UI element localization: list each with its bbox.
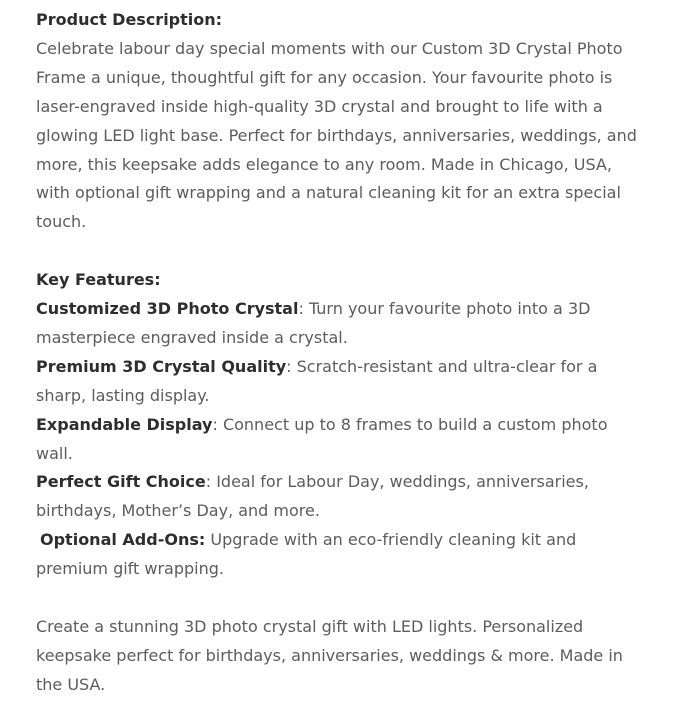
description-heading: Product Description: — [36, 10, 223, 29]
feature-name: Optional Add-Ons: — [40, 530, 206, 550]
features-heading: Key Features: — [36, 270, 161, 290]
feature-name: Expandable Display — [36, 414, 213, 434]
feature-name: Premium 3D Crystal Quality — [36, 356, 287, 376]
feature-text: Upgrade with an eco-friendly cleaning kit and premium gift wrapping. — [36, 530, 577, 579]
feature-name: Customized 3D Photo Crystal — [36, 299, 299, 319]
feature-name: Perfect Gift Choice — [36, 472, 206, 492]
summary-text: Create a stunning 3D photo crystal gift with LED lights. Personalized keepsake perfect for birthdays, anniversaries, weddings & more. Made in the USA. — [36, 617, 623, 694]
feature-item — [36, 295, 646, 353]
description-body: Celebrate labour day special moments with our Custom 3D Crystal Photo Frame a unique, thoughtful gift for any occasion. Your favourite photo is laser-engraved inside high-quality 3D crystal and brought to life with a glowing LED light base. Perfect for birthdays, anniversaries, weddings, and more, this keepsake adds elegance to any room. Made in Chicago, USA, with optional gift wrapping and a natural cleaning kit for an extra special touch. — [36, 38, 637, 232]
feature-text: : Connect up to 8 frames to build a custom photo wall. — [36, 414, 608, 463]
product-details — [36, 6, 646, 700]
feature-item — [36, 353, 646, 411]
feature-item — [36, 526, 646, 584]
feature-text: : Ideal for Labour Day, weddings, anniversaries, birthdays, Mother’s Day, and more. — [36, 472, 589, 521]
spacer — [36, 584, 646, 613]
feature-item — [36, 468, 646, 526]
spacer — [36, 237, 646, 266]
feature-text: : Turn your favourite photo into a 3D masterpiece engraved inside a crystal. — [36, 299, 591, 347]
feature-item — [36, 411, 646, 469]
feature-text: : Scratch-resistant and ultra-clear for a sharp, lasting display. — [36, 356, 598, 405]
